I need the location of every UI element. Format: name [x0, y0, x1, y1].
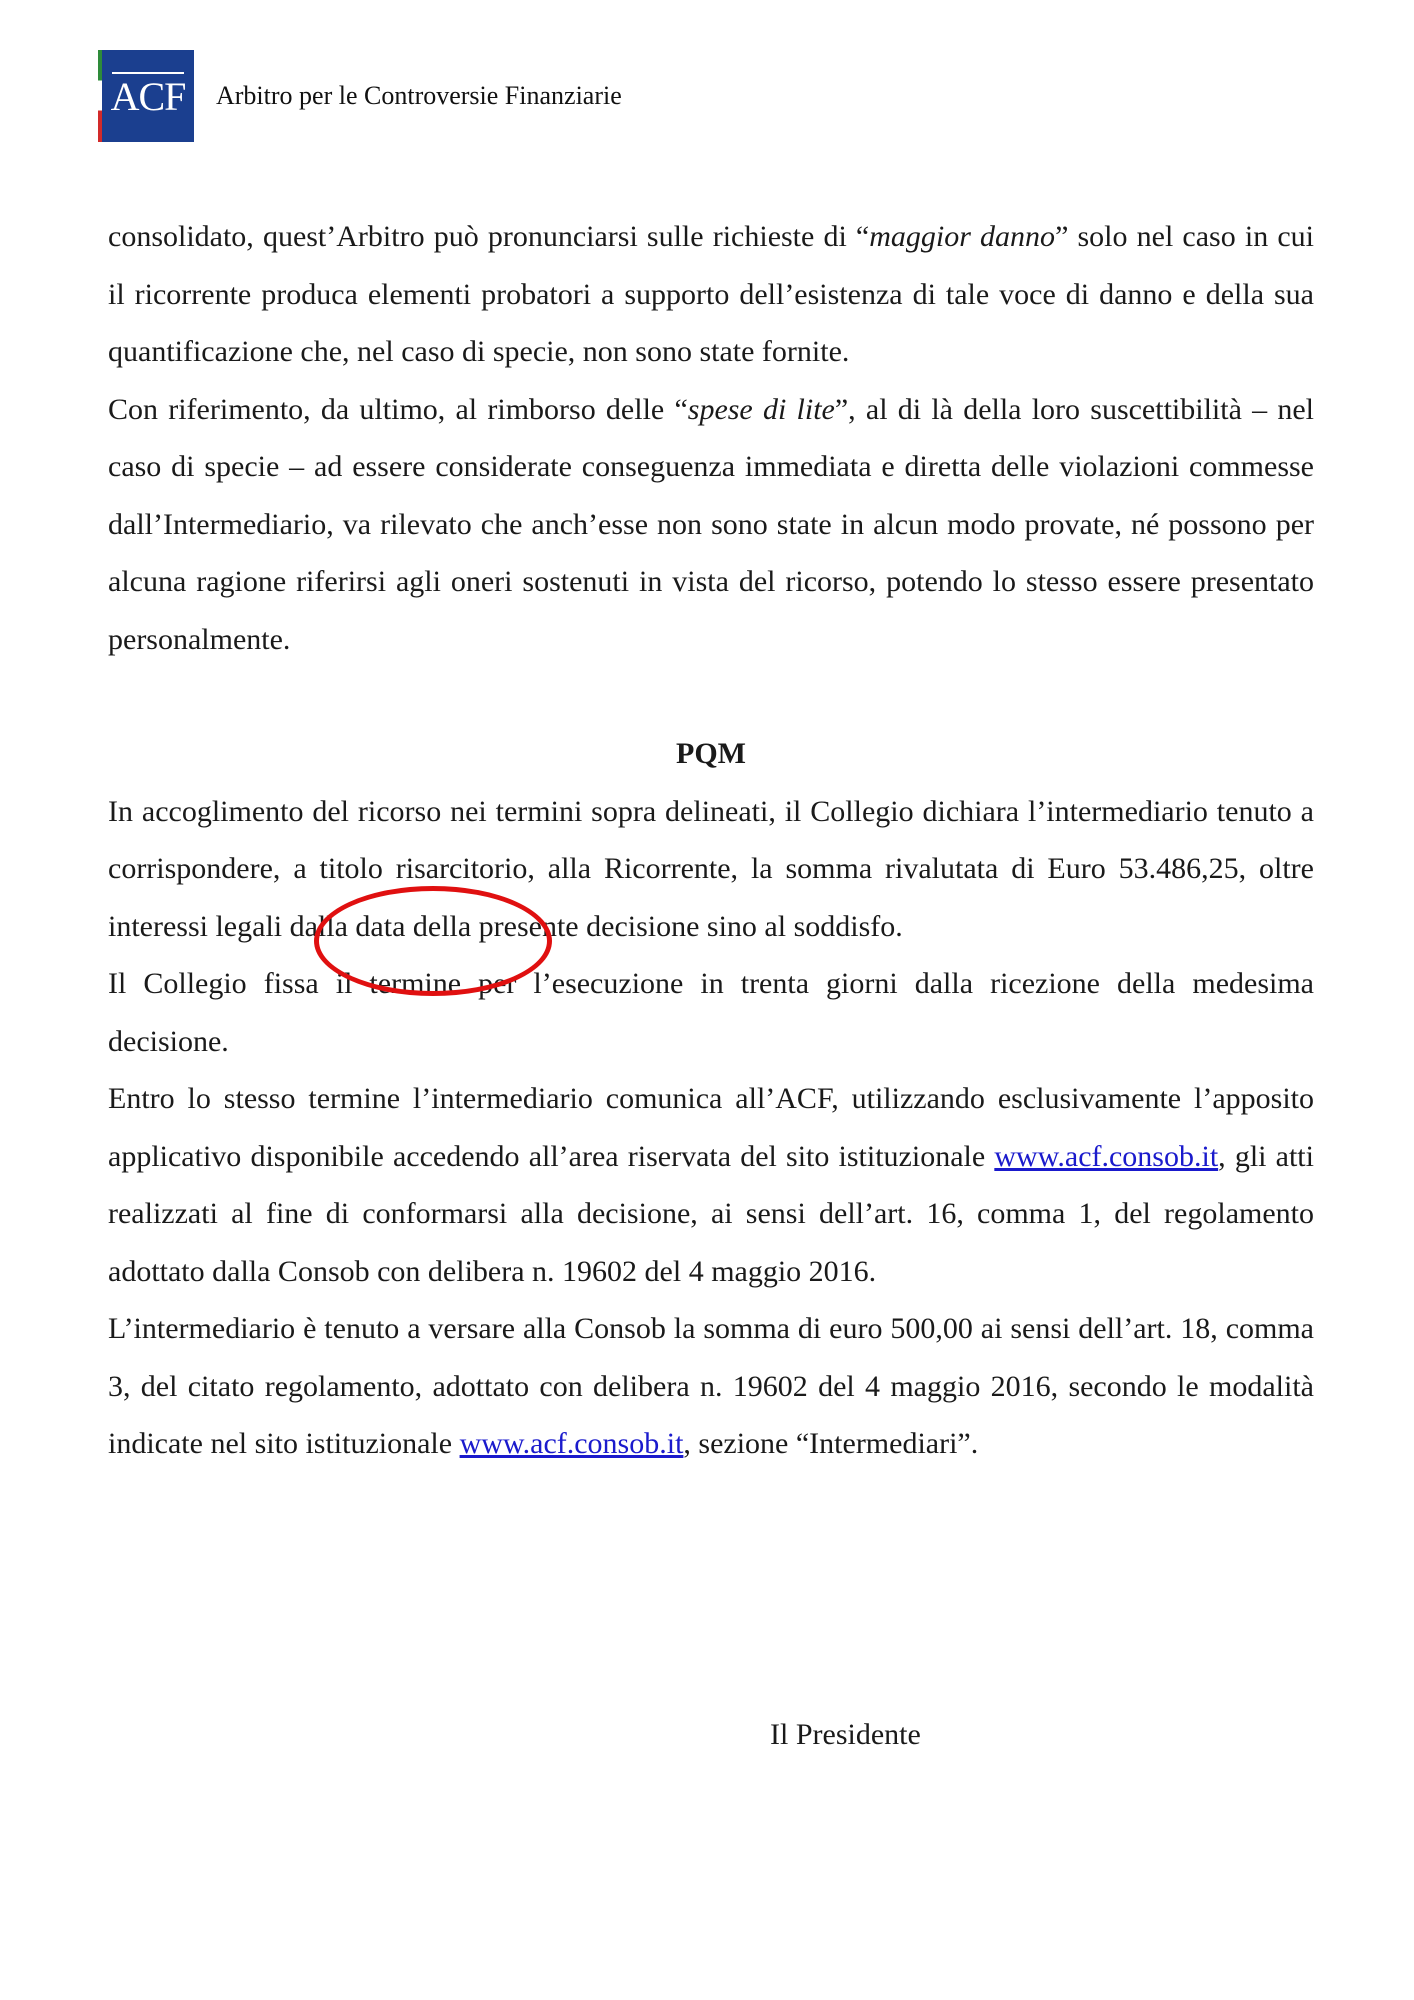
paragraph-fee: L’intermediario è tenuto a versare alla Consob la somma di euro 500,00 ai sensi dell’art. 18, comma 3, del citato regolamento, adottato con delibera n. 19602 del 4 maggio 2016, secondo le modalità indicate nel sito istituzionale www.acf.consob.it, sezione “Intermediari”.: [108, 1312, 1314, 1460]
acf-logo: [102, 50, 194, 142]
signature-president: Il Presidente: [770, 1718, 921, 1751]
paragraph-maggior-danno: consolidato, quest’Arbitro può pronunciarsi sulle richieste di “maggior danno” solo nel caso in cui il ricorrente produca elementi probatori a supporto dell’esistenza di tale voce di danno e della sua quantificazione che, nel caso di specie, non sono state fornite.: [108, 220, 1314, 368]
emphasis-spese-di-lite: spese di lite: [687, 392, 835, 426]
acf-site-link[interactable]: www.acf.consob.it: [459, 1427, 684, 1460]
page-header: [98, 50, 622, 142]
emphasis-maggior-danno: maggior danno: [869, 220, 1056, 253]
red-circle-annotation: [314, 886, 552, 996]
logo-text: ACF: [110, 73, 186, 119]
paragraph-spese-di-lite: Con riferimento, da ultimo, al rimborso delle “spese di lite”, al di là della loro suscettibilità – nel caso di specie – ad essere considerate conseguenza immediata e diretta delle violazioni commesse dall’Intermediario, va rilevato che anch’esse non sono state in alcun modo provate, né possono per alcuna ragione riferirsi agli oneri sostenuti in vista del ricorso, potendo lo stesso essere presentato personalmente.: [108, 392, 1315, 656]
header-title: Arbitro per le Controversie Finanziarie: [216, 81, 622, 110]
paragraph-communication: Entro lo stesso termine l’intermediario comunica all’ACF, utilizzando esclusivamente l’apposito applicativo disponibile accedendo all’area riservata del sito istituzionale www.acf.consob.it, gli atti realizzati al fine di conformarsi alla decisione, ai sensi dell’art. 16, comma 1, del regolamento adottato dalla Consob con delibera n. 19602 del 4 maggio 2016.: [108, 1082, 1314, 1288]
section-heading: PQM: [676, 737, 746, 770]
paragraph-deadline: Il Collegio fissa il termine per l’esecuzione in trenta giorni dalla ricezione della medesima decisione.: [108, 967, 1314, 1058]
document-body: [108, 208, 1314, 1473]
paragraph-decision: In accoglimento del ricorso nei termini sopra delineati, il Collegio dichiara l’intermediario tenuto a corrispondere, a titolo risarcitorio, alla Ricorrente, la somma rivalutata di Euro 53.486,25, oltre interessi legali dalla data della presente decisione sino al soddisfo.: [108, 794, 1314, 943]
logo-rule: [112, 72, 184, 74]
acf-site-link[interactable]: www.acf.consob.it: [994, 1139, 1219, 1173]
